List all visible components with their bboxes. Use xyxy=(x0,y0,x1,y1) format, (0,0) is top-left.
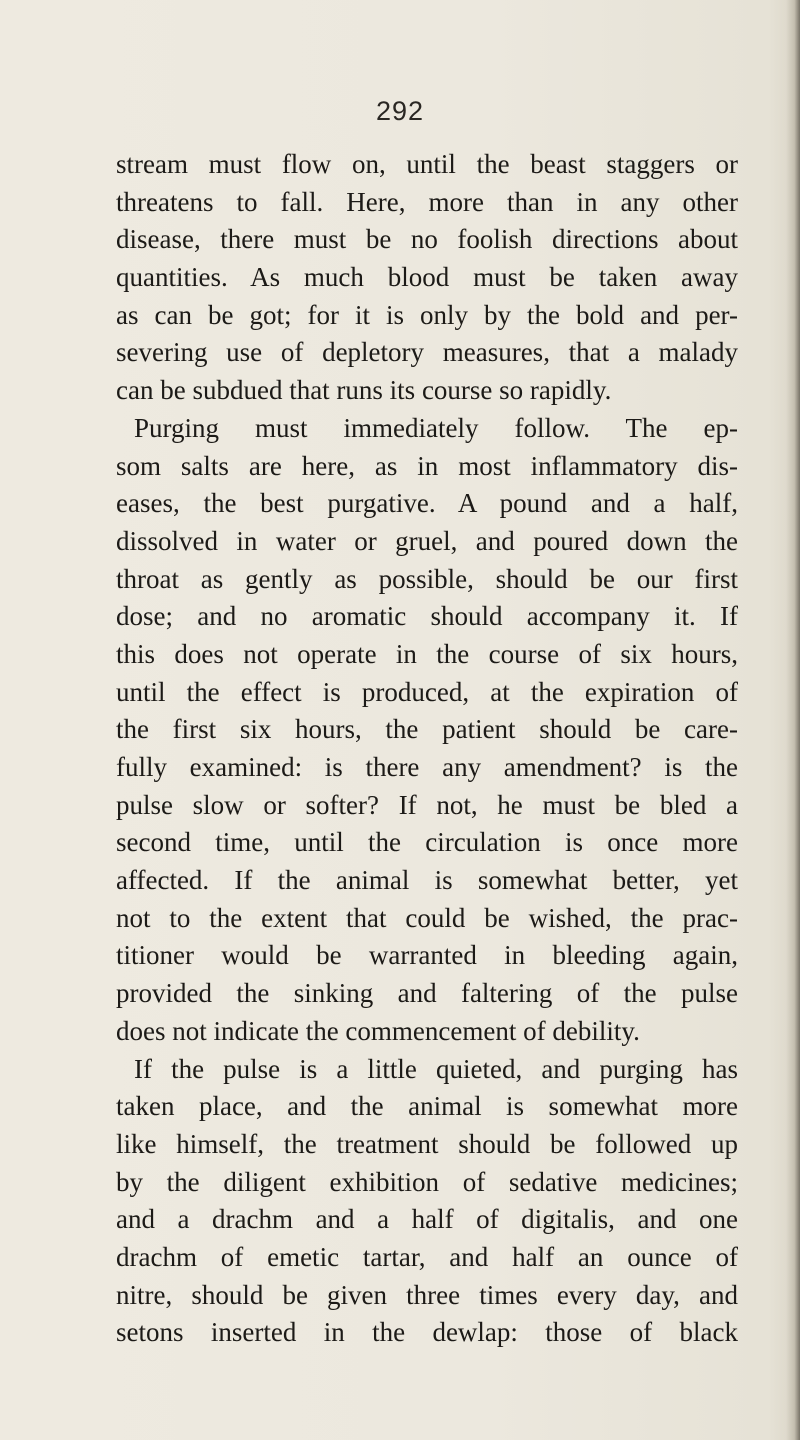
text-line: eases, the best purgative. A pound and a half, xyxy=(116,488,738,519)
text-line: this does not operate in the course of six hours, xyxy=(116,638,738,669)
text-line: taken place, and the animal is somewhat more xyxy=(116,1091,738,1122)
text-line: and a drachm and a half of digitalis, and one xyxy=(116,1204,738,1235)
text-line: fully examined: is there any amendment? is the xyxy=(116,752,738,782)
text-line: quantities. As much blood must be taken away xyxy=(116,262,738,293)
text-line: as can be got; for it is only by the bold and per- xyxy=(116,299,738,330)
text-line: If the pulse is a little quieted, and purging has xyxy=(134,1053,738,1084)
text-line: disease, there must be no foolish directions about xyxy=(116,224,738,255)
text-line: stream must flow on, until the beast staggers or xyxy=(116,149,738,179)
page-edge-shadow xyxy=(786,0,800,1440)
text-line: affected. If the animal is somewhat better, yet xyxy=(116,865,738,896)
text-line: the first six hours, the patient should be care- xyxy=(116,714,738,745)
text-line: does not indicate the commencement of debility. xyxy=(116,1015,640,1046)
text-line: by the diligent exhibition of sedative medicines; xyxy=(116,1166,738,1197)
body-text xyxy=(116,146,738,1352)
text-line: severing use of depletory measures, that a malady xyxy=(116,337,738,368)
text-line: dissolved in water or gruel, and poured down the xyxy=(116,525,738,556)
text-line: throat as gently as possible, should be our first xyxy=(116,563,738,594)
text-line: nitre, should be given three times every day, and xyxy=(116,1279,738,1310)
text-line: drachm of emetic tartar, and half an ounce of xyxy=(116,1241,738,1272)
text-line: som salts are here, as in most inflammatory dis- xyxy=(116,450,738,481)
text-line: setons inserted in the dewlap: those of black xyxy=(116,1317,738,1348)
text-line: like himself, the treatment should be followed up xyxy=(116,1128,738,1159)
text-line: second time, until the circulation is once more xyxy=(116,827,738,858)
text-line: until the effect is produced, at the expiration of xyxy=(116,676,738,707)
text-line: pulse slow or softer? If not, he must be bled a xyxy=(116,789,738,820)
text-line: threatens to fall. Here, more than in any other xyxy=(116,186,738,217)
text-line: dose; and no aromatic should accompany it. If xyxy=(116,601,738,632)
text-line: can be subdued that runs its course so rapidly. xyxy=(116,375,612,406)
text-line: not to the extent that could be wished, the prac- xyxy=(116,902,738,933)
text-line: provided the sinking and faltering of the pulse xyxy=(116,978,738,1009)
text-line: titioner would be warranted in bleeding again, xyxy=(116,940,738,971)
text-line: Purging must immediately follow. The ep- xyxy=(134,412,738,443)
page-number: 292 xyxy=(375,96,425,126)
